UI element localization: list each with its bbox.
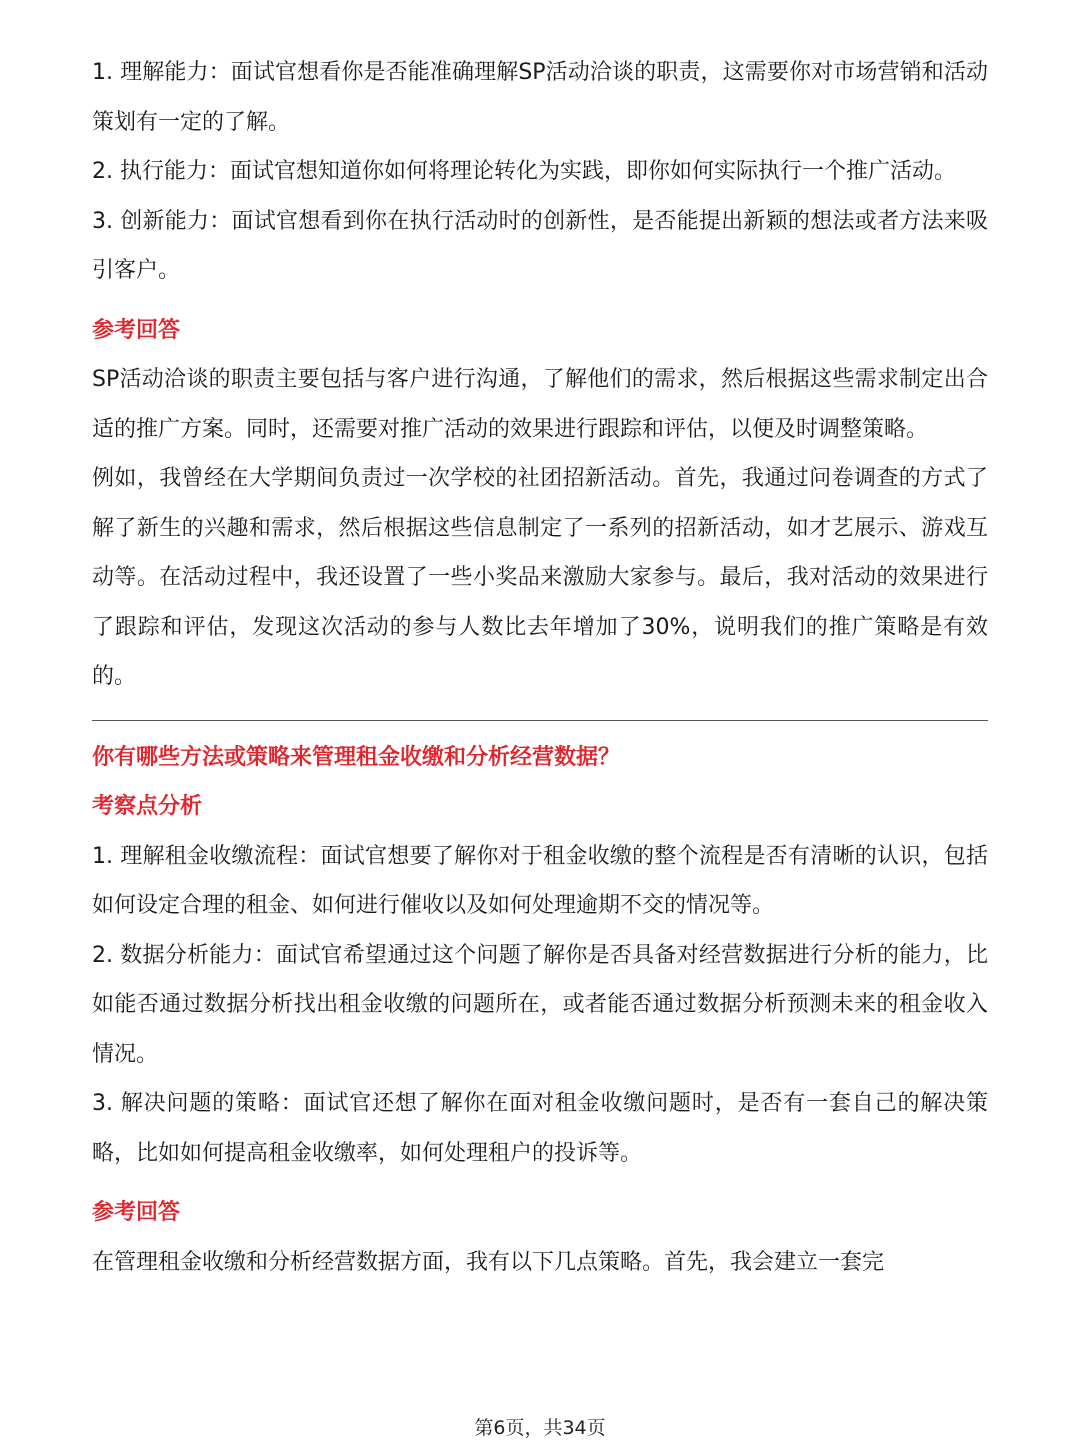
analysis-heading-2: 考察点分析 xyxy=(92,794,203,819)
answer-heading-1: 参考回答 xyxy=(92,317,181,343)
point-execution: 2. 执行能力：面试官想知道你如何将理论转化为实践，即你如何实际执行一个推广活动。 xyxy=(92,159,956,184)
answer-heading-2: 参考回答 xyxy=(92,1200,181,1225)
point-innovation: 3. 创新能力：面试官想看到你在执行活动时的创新性，是否能提出新颖的想法或者方法来吸引客户。 xyxy=(92,208,988,283)
section-divider xyxy=(92,720,988,721)
question-title-2: 你有哪些方法或策略来管理租金收缴和分析经营数据？ xyxy=(92,744,621,770)
point-data-analysis: 2. 数据分析能力：面试官希望通过这个问题了解你是否具备对经营数据进行分析的能力，比如能否通过数据分析找出租金收缴的问题所在，或者能否通过数据分析预测未来的租金收入情况。 xyxy=(92,942,988,1067)
answer-paragraph-1b: 例如，我曾经在大学期间负责过一次学校的社团招新活动。首先，我通过问卷调查的方式了解了新生的兴趣和需求，然后根据这些信息制定了一系列的招新活动，如才艺展示、游戏互动等。在活动过程中，我还设置了一些小奖品来激励大家参与。最后，我对活动的效果进行了跟踪和评估，发现这次活动的参与人数比去年增加了30%，说明我们的推广策略是有效的。 xyxy=(92,466,988,689)
answer-paragraph-2: 在管理租金收缴和分析经营数据方面，我有以下几点策略。首先，我会建立一套完 xyxy=(92,1249,885,1275)
point-rent-process: 1. 理解租金收缴流程：面试官想要了解你对于租金收缴的整个流程是否有清晰的认识，包括如何设定合理的租金、如何进行催收以及如何处理逾期不交的情况等。 xyxy=(92,843,988,918)
document-page xyxy=(92,48,988,1287)
page-number-footer: 第6页，共34页 xyxy=(474,1417,606,1439)
point-problem-solving: 3. 解决问题的策略：面试官还想了解你在面对租金收缴问题时，是否有一套自己的解决策略，比如如何提高租金收缴率，如何处理租户的投诉等。 xyxy=(92,1091,988,1166)
answer-paragraph-1a: SP活动洽谈的职责主要包括与客户进行沟通，了解他们的需求，然后根据这些需求制定出合适的推广方案。同时，还需要对推广活动的效果进行跟踪和评估，以便及时调整策略。 xyxy=(92,367,988,442)
point-understanding: 1. 理解能力：面试官想看你是否能准确理解SP活动洽谈的职责，这需要你对市场营销和活动策划有一定的了解。 xyxy=(92,60,988,135)
